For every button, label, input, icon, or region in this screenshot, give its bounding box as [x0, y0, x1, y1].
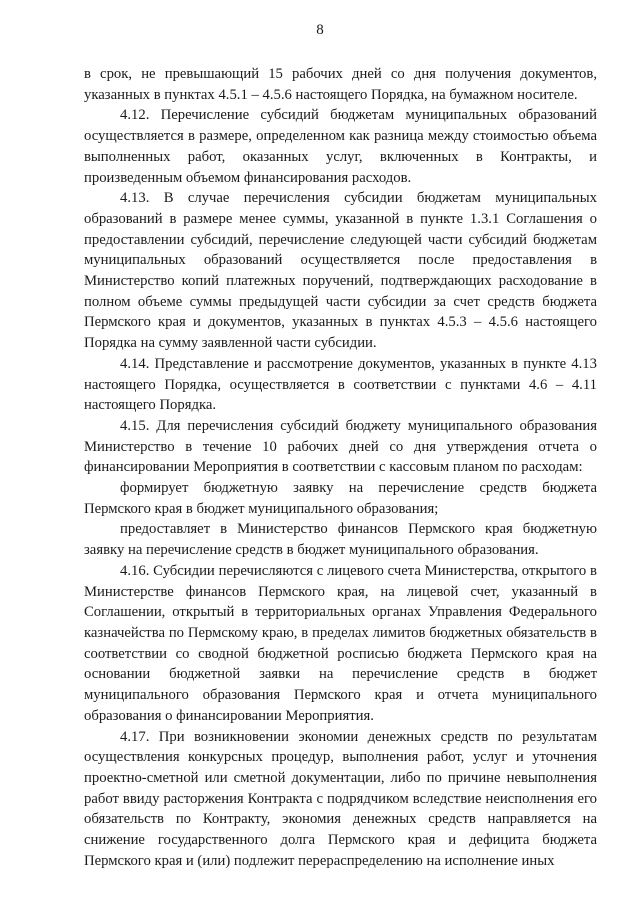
paragraph: в срок, не превышающий 15 рабочих дней со дня получения документов, указанных в пунктах 4.5.1 – 4.5.6 настоящего Порядка, на бумажном носителе.	[84, 66, 597, 103]
paragraph: 4.14. Представление и рассмотрение документов, указанных в пункте 4.13 настоящего Порядка, осуществляется в соответствии с пунктами 4.6 – 4.11 настоящего Порядка.	[84, 355, 597, 414]
paragraph: 4.13. В случае перечисления субсидии бюджетам муниципальных образований в размере менее суммы, указанной в пункте 1.3.1 Соглашения о предоставлении субсидий, перечисление следующей части субсидий бюджетам муниципальных образований осуществляется после предоставления в Министерство копий платежных поручений, подтверждающих расходование в полном объеме суммы предыдущей части субсидии за счет средств бюджета Пермского края и документов, указанных в пунктах 4.5.3 – 4.5.6 настоящего Порядка на сумму заявленной части субсидии.	[84, 190, 597, 352]
paragraph: формирует бюджетную заявку на перечисление средств бюджета Пермского края в бюджет муниципального образования;	[84, 480, 597, 517]
paragraph: 4.17. При возникновении экономии денежных средств по результатам осуществления конкурсных процедур, выполнения работ, услуг и уточнения проектно-сметной или сметной документации, либо по причине невыполнения работ ввиду расторжения Контракта с подрядчиком вследствие неисполнения его обязательств по Контракту, экономия денежных средств направляется на снижение государственного долга Пермского края и дефицита бюджета Пермского края и (или) подлежит перераспределению на исполнение иных	[84, 728, 597, 869]
paragraph: 4.16. Субсидии перечисляются с лицевого счета Министерства, открытого в Министерстве финансов Пермского края, на лицевой счет, указанный в Соглашении, открытый в территориальных органах Управления Федерального казначейства по Пермскому краю, в пределах лимитов бюджетных обязательств в соответствии со сводной бюджетной росписью бюджета Пермского края на основании бюджетной заявки на перечисление средств в бюджет муниципального образования Пермского края и отчета муниципального образования о финансировании Мероприятия.	[84, 562, 597, 724]
document-body	[84, 64, 597, 871]
paragraph: 4.12. Перечисление субсидий бюджетам муниципальных образований осуществляется в размере, определенном как разница между стоимостью объема выполненных работ, оказанных услуг, включенных в Контракты, и произведенным объемом финансирования расходов.	[84, 107, 597, 186]
paragraph: 4.15. Для перечисления субсидий бюджету муниципального образования Министерство в течение 10 рабочих дней со дня утверждения отчета о финансировании Мероприятия в соответствии с кассовым планом по расходам:	[84, 417, 597, 476]
page-number: 8	[316, 22, 324, 38]
paragraph: предоставляет в Министерство финансов Пермского края бюджетную заявку на перечисление средств в бюджет муниципального образования.	[84, 521, 597, 559]
